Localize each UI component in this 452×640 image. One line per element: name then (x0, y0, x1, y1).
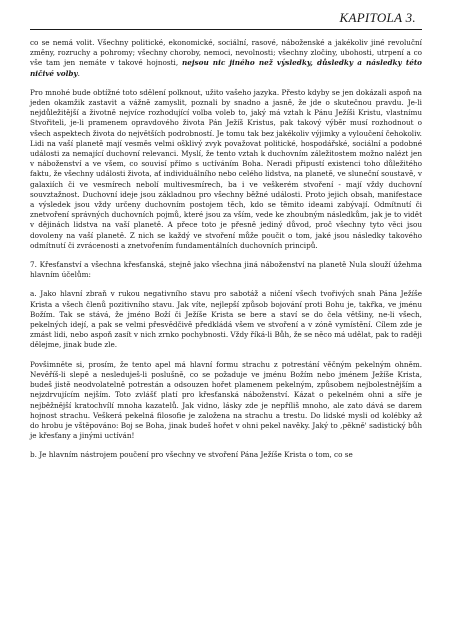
paragraph-1-emphasis: nejsou nic jiného než výsledky, důsledky a následky této ničivé volby (30, 58, 422, 78)
page-header (30, 6, 422, 34)
header-rule (30, 29, 422, 30)
paragraph-3: 7. Křesťanství a všechna křesťanská, stejně jako všechna jiná náboženství na planetě Nula slouží úžehma hlavním účelům: (30, 260, 422, 280)
paragraph-6: b. Je hlavním nástrojem poučení pro všechny ve stvoření Pána Ježíše Krista o tom, co se (30, 450, 353, 460)
paragraph-1-end: . (77, 68, 80, 78)
paragraph-1 (30, 38, 422, 79)
paragraph-5: Povšimněte si, prosím, že tento apel má hlavní formu strachu z potrestání věčným pekelným ohněm. Nevěříš-li slepě a nesleduješ-li poslušně, co se požaduje ve jménu Božím nebo jménem Ježíše Krista, budeš jistě neodvolatelně potrestán a odsouzen hořet plamenem pekelným, způsobem nejbolestnějším a nejzdrvujícím nejším. Toto zvlášť platí pro křesťanská náboženství. Kázat o pekelném ohni a síře je nejběžnější kratochvílí mnoha kazatelů. Jak vidno, lásky zde je nepříliš mnoho, ale zato dává se darem hojnost strachu. Veškerá pekelná filosofie je založena na strachu a trestu. Do lidské mysli od kolébky až do hrobu je vštěpováno: Boj se Boha, jinak budeš hořet v ohni pekel navěky. Jaký to ,pěkně' sadistický bůh je křesťany a jinými uctíván! (30, 359, 422, 441)
paragraph-2: Pro mnohé bude obtížné toto sdělení polknout, užito vašeho jazyka. Přesto kdyby se jen dokázali aspoň na jeden okamžik zastavit a vážně zamyslit, poznali by snadno a jasně, že jde o skutečnou pravdu. Je-li nejdůležitější a životně nejvíce rozhodující volba voleb to, jaký má vztah k Pánu Ježíši Kristu, vlastnímu Stvořiteli, je-li pramenem opravdového života Pán Ježíš Kristus, pak takový výběr musí rozhodnout o všech aspektech života do největších podrobností. Je tomu tak bez jakékoliv výjimky a vyloučení čehokoliv. Lidi na vaší planetě mají vesměs velmi ošklivý zvyk považovat politické, hospodářské, sociální a podobné události za nemající duchovní relevanci. Myslí, že tento vztah k duchovním záležitostem možno nalézt jen v náboženství a ve všem, co souvisí přímo s uctíváním Boha. Neradi připustí existenci toho důležitého faktu, že všechny události života, ať individuálního nebo celého lidstva, na planetě, ve sluneční soustavě, v galaxiích či ve vesmírech nebolí multivesmírech, ba i ve veškerém stvoření - mají vždy duchovní souvztažnost. Duchovní ideje jsou základnou pro všechny běžné události. Proto jejich obsah, manifestace a výsledek jsou vždy určeny duchovním postojem těch, kdo se těmito ideami zabývají. Odmítnutí či znetvoření správných duchovních pojmů, které jsou za vším, vede ke zhoubným následkům, jak je to vidět v dějinách lidstva na vaší planetě. A přece toto je přesně jediný důvod, proč všechny tyto věci jsou dovoleny na vaší planetě. Z nich se každý ve stvoření může poučit o tom, jaké jsou následky takového odmítnutí či zvrácenosti a znetvořením fundamentálních duchovních principů. (30, 87, 422, 250)
page-body (30, 38, 422, 464)
paragraph-4: a. Jako hlavní zbraň v rukou negativního stavu pro sabotáž a ničení všech tvořivých snah Pána Ježíše Krista a všech členů pozitivního stavu. Jak víte, nejlepší způsob bojování proti Bohu je, takřka, ve jménu Božím. Tak se stává, že jméno Boží či Ježíše Krista se bere a staví se do čela většiny, ne-li všech, pekelných idejí, a pak se velmi přesvědčivě předkládá všem ve stvoření a v zóně vymístění. Cílem zde je zmást lidi, nebo aspoň zasít v nich zrnko pochybnosti. Vždy říká-li Bůh, že se něco má udělat, pak to raději dělejme, jinak bude zle. (30, 289, 422, 350)
paragraph-1-text: co se nemá volit. Všechny politické, ekonomické, sociální, rasové, náboženské a jakékoliv jiné revoluční změny, rozruchy a pohromy; všechny choroby, nemoci, nevolnosti; všechny zločiny, ubohosti, utrpení a co vše tam jen nemáte v takové hojnosti, (30, 38, 422, 68)
chapter-title: KAPITOLA 3. (339, 10, 416, 25)
